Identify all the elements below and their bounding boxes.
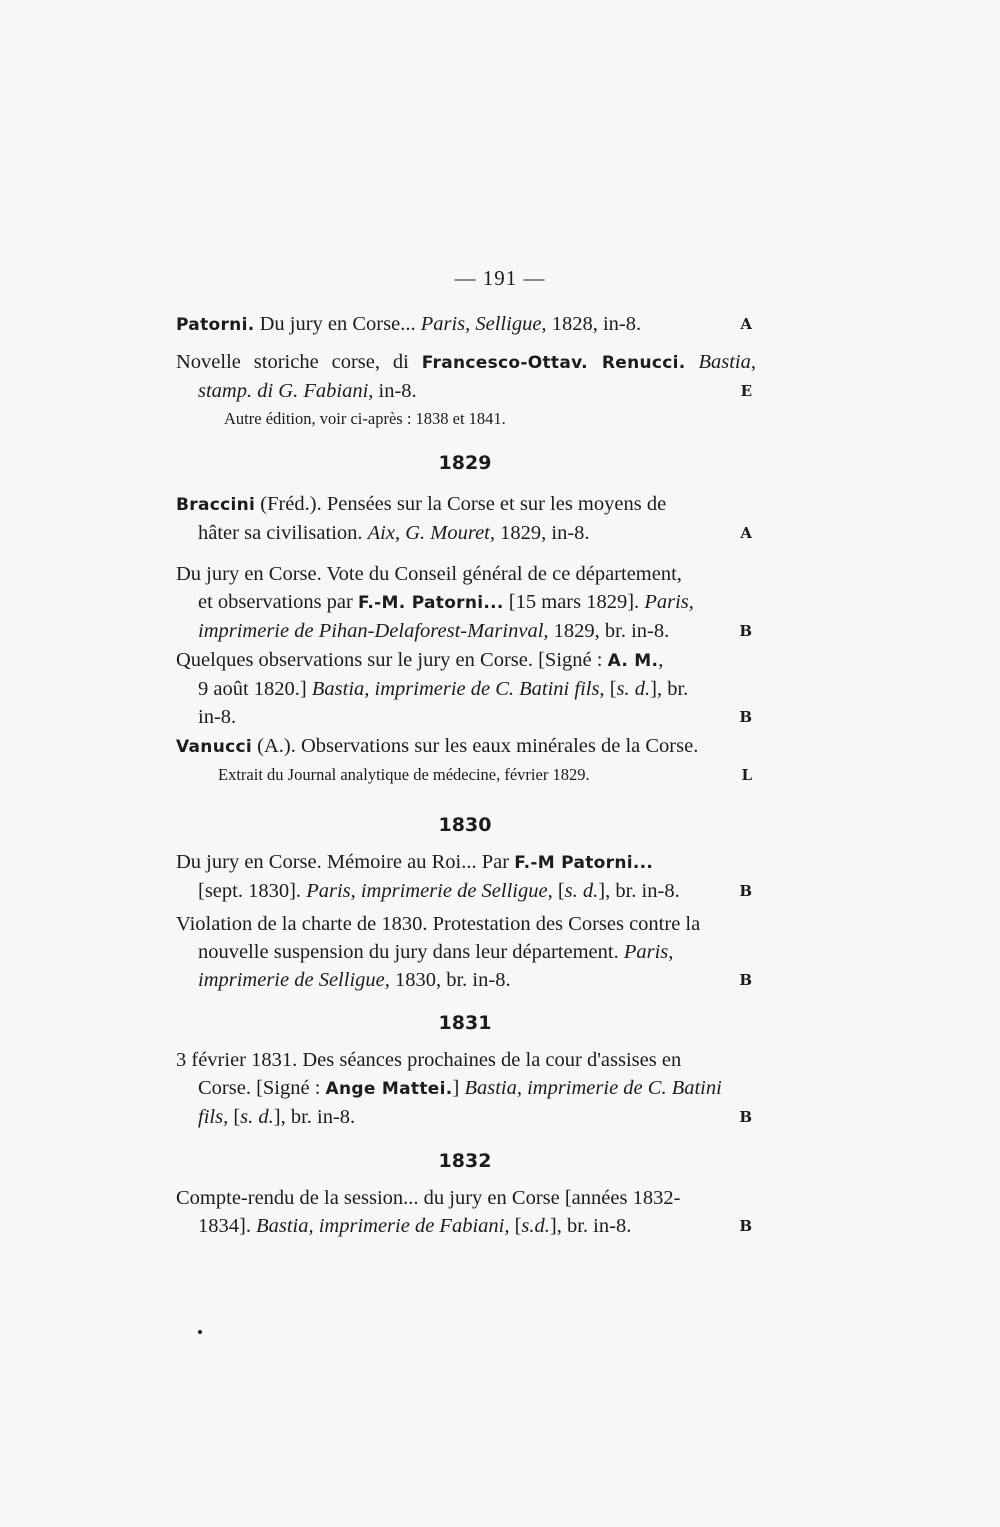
page-number: — 191 — bbox=[454, 266, 546, 290]
entry-line: in-8. B bbox=[176, 703, 756, 731]
entry-line: et observations par F.-M. Patorni... [15 mars 1829]. Paris, bbox=[198, 591, 694, 613]
entry-author: Vanucci bbox=[176, 737, 252, 757]
bibliography-entry bbox=[176, 1046, 756, 1131]
entry-line: nouvelle suspension du jury dans leur département. Paris, bbox=[198, 941, 674, 963]
entry-line: Braccini (Fréd.). Pensées sur la Corse et sur les moyens de bbox=[176, 493, 667, 515]
entry-line: Du jury en Corse. Vote du Conseil général de ce département, bbox=[176, 563, 682, 585]
entry-code: B bbox=[739, 622, 752, 640]
entry-code: A bbox=[740, 524, 752, 542]
entry-line: [sept. 1830]. Paris, imprimerie de Selligue, [s. d.], br. in-8. B bbox=[176, 877, 756, 905]
bibliography-entry bbox=[176, 310, 756, 339]
entry-line: imprimerie de Pihan-Delaforest-Marinval, 1829, br. in-8. B bbox=[176, 617, 756, 645]
entry-line: fils, [s. d.], br. in-8. B bbox=[176, 1103, 756, 1131]
bibliography-entry bbox=[176, 560, 756, 645]
entry-line: Violation de la charte de 1830. Protestation des Corses contre la bbox=[176, 913, 701, 935]
entry-line: hâter sa civilisation. Aix, G. Mouret, 1829, in-8. A bbox=[176, 519, 756, 547]
entry-code: L bbox=[741, 766, 752, 784]
entry-note: Autre édition, voir ci-après : 1838 et 1841. bbox=[224, 409, 506, 428]
entry-code: B bbox=[739, 971, 752, 989]
entry-line: Novelle storiche corse, di Francesco-Ottav. Renucci. Bastia, bbox=[176, 351, 756, 373]
entry-line: Compte-rendu de la session... du jury en Corse [années 1832- bbox=[176, 1187, 681, 1209]
entry-line: Du jury en Corse. Mémoire au Roi... Par F.-M Patorni... bbox=[176, 851, 654, 873]
year-heading: 1829 bbox=[438, 452, 492, 474]
entry-line: Quelques observations sur le jury en Corse. [Signé : A. M., bbox=[176, 649, 664, 671]
bibliography-entry bbox=[176, 490, 756, 547]
entry-line: 1834]. Bastia, imprimerie de Fabiani, [s.d.], br. in-8. B bbox=[176, 1212, 756, 1240]
entry-line: stamp. di G. Fabiani, in-8. E bbox=[176, 377, 756, 405]
entry-line: Vanucci (A.). Observations sur les eaux minérales de la Corse. bbox=[176, 735, 699, 757]
ink-speck bbox=[198, 1330, 202, 1334]
entry-code: B bbox=[739, 1108, 752, 1126]
entry-code: E bbox=[740, 382, 752, 400]
bibliography-entry bbox=[176, 1184, 756, 1240]
entry-author: Braccini bbox=[176, 495, 256, 515]
bibliography-entry bbox=[176, 848, 756, 905]
year-heading: 1832 bbox=[438, 1150, 492, 1172]
entry-author: Patorni. bbox=[176, 315, 255, 335]
year-heading: 1830 bbox=[438, 814, 492, 836]
entry-line: 3 février 1831. Des séances prochaines de la cour d'assises en bbox=[176, 1049, 682, 1071]
entry-line: Patorni. Du jury en Corse... Paris, Selligue, 1828, in-8. A bbox=[176, 310, 756, 339]
entry-line: Corse. [Signé : Ange Mattei.] Bastia, imprimerie de C. Batini bbox=[198, 1077, 722, 1099]
year-heading: 1831 bbox=[438, 1012, 492, 1034]
entry-code: B bbox=[739, 1217, 752, 1235]
entry-code: B bbox=[739, 708, 752, 726]
bibliography-entry bbox=[176, 732, 756, 789]
bibliography-entry bbox=[176, 646, 756, 731]
entry-line: 9 août 1820.] Bastia, imprimerie de C. Batini fils, [s. d.], br. bbox=[198, 678, 689, 700]
bibliography-entry bbox=[176, 910, 756, 994]
bibliography-entry bbox=[176, 348, 756, 433]
entry-line: imprimerie de Selligue, 1830, br. in-8. B bbox=[176, 966, 756, 994]
entry-code: B bbox=[739, 882, 752, 900]
entry-code: A bbox=[740, 315, 752, 333]
entry-note: Extrait du Journal analytique de médecine, février 1829. L bbox=[176, 761, 756, 789]
